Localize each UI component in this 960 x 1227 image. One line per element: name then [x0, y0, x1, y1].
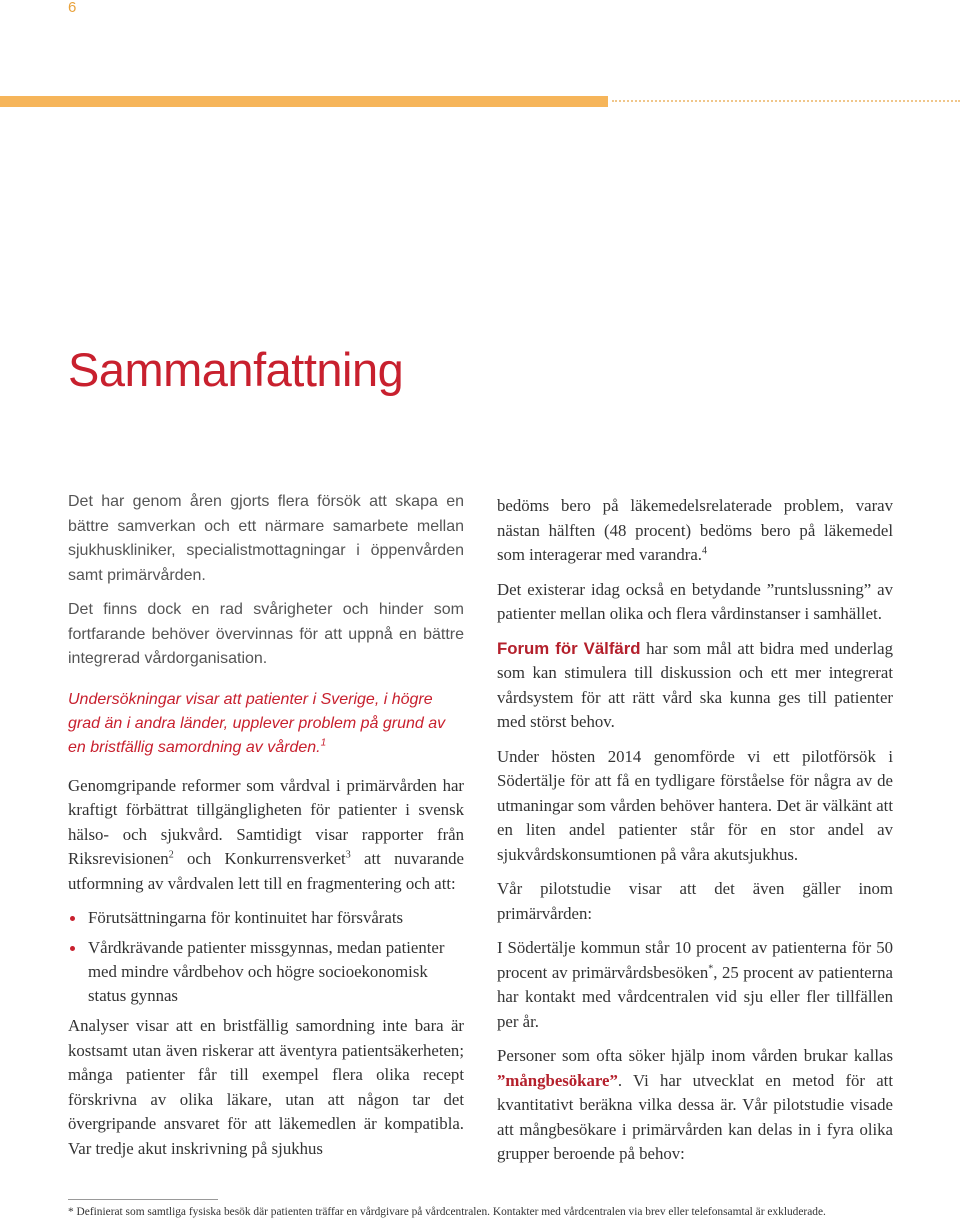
reforms-paragraph: [68, 774, 464, 897]
medication-text: bedöms bero på läkemedelsrelaterade problem, varav nästan hälften (48 procent) bedöms bero på läkemedel som interagerar med varandra.: [497, 496, 893, 564]
sodertalje-paragraph: [497, 936, 893, 1034]
footnote-divider: [68, 1199, 218, 1200]
reforms-text: Genomgripande reformer som vårdval i primärvården har kraftigt förbättrat tillgängligheten för patienter i svensk hälso- och sjukvård. Samtidigt visar rapporter från Riksrevisionen: [68, 775, 464, 868]
analysis-paragraph: Analyser visar att en bristfällig samordning inte bara är kostsamt utan även riskerar att äventyra patientsäkerheten; många patienter får till exempel flera olika recept förskrivna av olika läkare, utan att någon tar det övergripande ansvaret för att läkemedlen är kompatibla. Var tredje akut inskrivning på sjukhus: [68, 1016, 464, 1158]
bullet-list: [68, 906, 464, 1008]
footnote-ref: *: [708, 962, 714, 974]
medication-paragraph: [497, 494, 893, 568]
sodertalje-text: I Södertälje kommun står 10 procent av patienterna för 50 procent av primärvårdsbesöken: [497, 938, 893, 982]
footnote-ref: 3: [345, 849, 351, 861]
footnote-ref: 4: [702, 545, 708, 557]
sodertalje-text: , 25 procent av patienterna har kontakt med vårdcentralen vid sju eller fler tillfällen per år.: [497, 962, 893, 1031]
pilot-paragraph: Under hösten 2014 genomförde vi ett pilotförsök i Södertälje för att få en tydligare förståelse för några av de utmaningar som vården behöver hantera. Det är välkänt att en liten andel patienter står för en stor andel av sjukvårdskonsumtionen på våra akutsjukhus.: [497, 746, 893, 864]
list-item: Vårdkrävande patienter missgynnas, medan patienter med mindre vårdbehov och högre socioekonomisk status gynnas: [68, 936, 464, 1008]
footnote: * Definierat som samtliga fysiska besök där patienten träffar en vårdgivare på vårdcentralen. Kontakter med vårdcentralen via brev eller telefonsamtal är exkluderade.: [68, 1206, 826, 1218]
reforms-text: och Konkurrensverket: [173, 849, 346, 868]
brand-name: Forum för Välfärd: [497, 638, 641, 658]
page-title: Sammanfattning: [68, 343, 404, 396]
list-item: Förutsättningarna för kontinuitet har försvårats: [68, 906, 464, 930]
term-highlight: ”mångbesökare”: [497, 1070, 618, 1090]
header-rule-dotted: [612, 100, 960, 102]
footnote-ref: 1: [320, 737, 327, 749]
right-column: [497, 494, 893, 1177]
header-rule: [0, 96, 608, 107]
intro-paragraph: Det har genom åren gjorts flera försök att skapa en bättre samverkan och ett närmare samarbete mellan sjukhuskliniker, specialistmottagningar i öppenvården samt primärvården.: [68, 493, 464, 584]
footnote-ref: 2: [168, 849, 174, 861]
difficulties-paragraph: Det finns dock en rad svårigheter och hinder som fortfarande behöver övervinnas för att uppnå en bättre integrerad vårdorganisation.: [68, 601, 464, 667]
forum-text: har som mål att bidra med underlag som kan stimulera till diskussion och ett mer integrerat vårdsystem för att rätt vård ska kunna ges till patienter med störst behov.: [497, 638, 893, 731]
frequent-visitors-text: Personer som ofta söker hjälp inom vården brukar kallas: [497, 1046, 893, 1065]
pull-quote-text: Undersökningar visar att patienter i Sverige, i högre grad än i andra länder, upplever problem på grund av en bristfällig samordning av vården.: [68, 690, 446, 756]
left-column: [68, 490, 464, 1171]
runtslussning-paragraph: Det existerar idag också en betydande ”runtslussning” av patienter mellan olika och flera vårdinstanser i samhället.: [497, 579, 893, 623]
frequent-visitors-paragraph: [497, 1044, 893, 1167]
reforms-text: att nuvarande utformning av vårdvalen lett till en fragmentering och att:: [68, 849, 464, 893]
pull-quote: [68, 688, 464, 760]
frequent-visitors-text: . Vi har utvecklat en metod för att kvantitativt beräkna vilka dessa är. Vår pilotstudie visade att mångbesökare i primärvården kan delas in i fyra olika grupper beroende på behov:: [497, 1070, 893, 1163]
study-paragraph: Vår pilotstudie visar att det även gäller inom primärvården:: [497, 879, 893, 923]
page-number: 6: [68, 0, 77, 16]
forum-paragraph: [497, 637, 893, 735]
